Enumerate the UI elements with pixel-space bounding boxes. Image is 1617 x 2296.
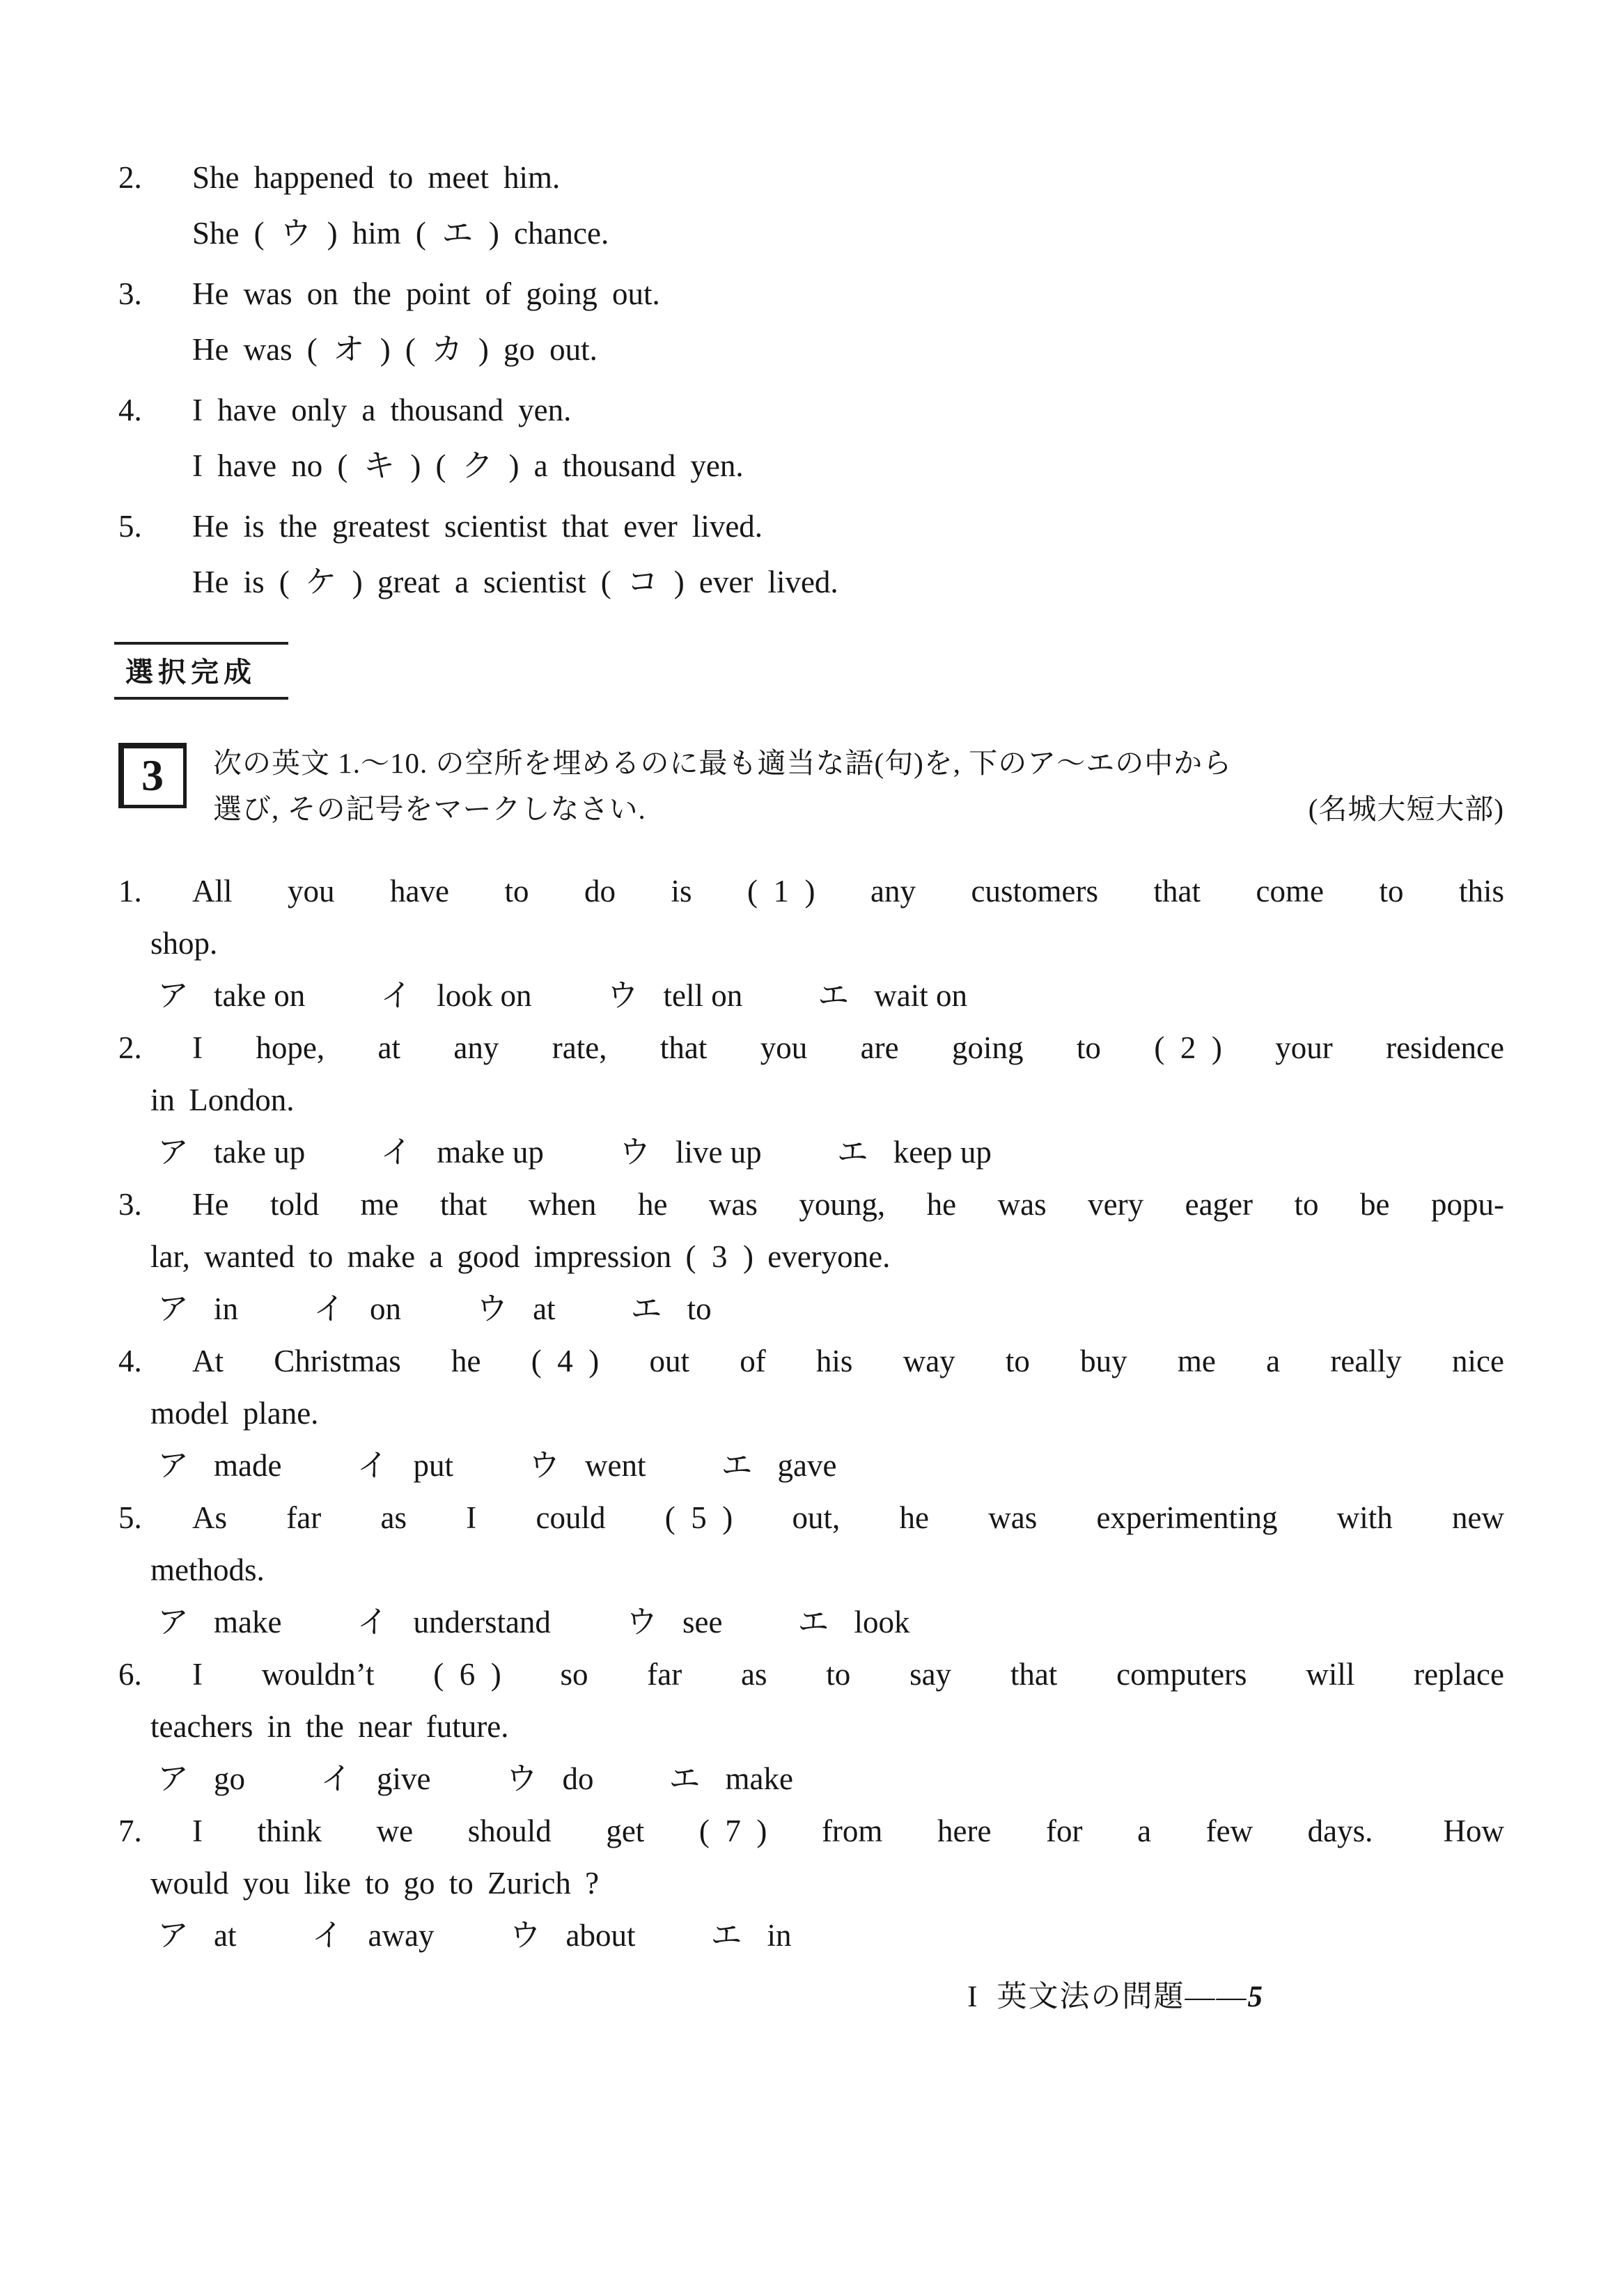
choices-row bbox=[118, 970, 1504, 1022]
page-footer bbox=[118, 1973, 1504, 2015]
choice-label: エ bbox=[818, 978, 850, 1013]
question-number: 5. bbox=[118, 1500, 142, 1535]
choice-e bbox=[721, 1440, 837, 1492]
rewrite-section bbox=[118, 150, 1504, 610]
choice-label: イ bbox=[357, 1605, 389, 1640]
question-line1: I think we should get ( 7 ) from here for a few days. How bbox=[192, 1814, 1504, 1848]
choice-text: put bbox=[413, 1448, 453, 1483]
choice-label: ウ bbox=[509, 1918, 541, 1953]
rewrite-item bbox=[118, 498, 1504, 610]
question-number: 2. bbox=[118, 1030, 142, 1065]
problem-instruction bbox=[213, 740, 1504, 832]
choice-text: on bbox=[370, 1291, 402, 1326]
question-line2: shop. bbox=[150, 926, 218, 961]
choice-text: go bbox=[214, 1761, 246, 1796]
choice-u bbox=[476, 1283, 556, 1335]
choice-text: about bbox=[565, 1918, 636, 1953]
choice-text: take on bbox=[214, 978, 306, 1013]
choices-row bbox=[118, 1440, 1504, 1492]
choice-text: see bbox=[682, 1605, 723, 1640]
choice-label: エ bbox=[836, 1135, 868, 1170]
choice-label: ア bbox=[157, 1448, 189, 1483]
question-line2: teachers in the near future. bbox=[150, 1709, 509, 1744]
choice-text: keep up bbox=[893, 1135, 992, 1170]
choice-text: understand bbox=[413, 1605, 551, 1640]
choice-text: look on bbox=[437, 978, 532, 1013]
question bbox=[118, 865, 1504, 1022]
question bbox=[118, 1335, 1504, 1492]
question-line2: in London. bbox=[150, 1083, 295, 1117]
choice-label: イ bbox=[380, 978, 412, 1013]
rewrite-sentence: She ( ウ ) him ( エ ) chance. bbox=[192, 216, 609, 251]
choice-label: ア bbox=[157, 1761, 189, 1796]
problem-header bbox=[118, 740, 1504, 832]
footer-page-number: 5 bbox=[1247, 1981, 1264, 2013]
original-sentence: She happened to meet him. bbox=[192, 160, 561, 195]
choice-label: エ bbox=[721, 1448, 753, 1483]
choice-a bbox=[157, 1753, 245, 1805]
rewrite-sentence: He was ( オ ) ( カ ) go out. bbox=[192, 332, 597, 367]
choice-u bbox=[506, 1753, 594, 1805]
item-number: 5. bbox=[118, 509, 142, 544]
question-number: 1. bbox=[118, 874, 142, 909]
question-line2: model plane. bbox=[150, 1396, 319, 1431]
choice-e bbox=[631, 1283, 712, 1335]
choice-e bbox=[837, 1126, 992, 1179]
source-school: (名城大短大部) bbox=[1308, 793, 1504, 825]
choice-label: エ bbox=[710, 1918, 742, 1953]
choice-e bbox=[710, 1910, 791, 1962]
question-line2: lar, wanted to make a good impression ( 3 ) everyone. bbox=[150, 1239, 891, 1274]
problem-number: 3 bbox=[141, 750, 164, 800]
rewrite-item bbox=[118, 150, 1504, 261]
choice-label: イ bbox=[380, 1135, 412, 1170]
choice-text: give bbox=[377, 1761, 431, 1796]
choice-label: ウ bbox=[607, 978, 639, 1013]
choice-text: at bbox=[533, 1291, 556, 1326]
choice-label: ア bbox=[157, 1291, 189, 1326]
question-line1: I wouldn’t ( 6 ) so far as to say that computers will replace bbox=[192, 1657, 1504, 1692]
question-line1: At Christmas he ( 4 ) out of his way to buy me a really nice bbox=[192, 1344, 1504, 1378]
choices-row bbox=[118, 1126, 1504, 1179]
question bbox=[118, 1179, 1504, 1335]
rewrite-item bbox=[118, 382, 1504, 494]
choice-i bbox=[357, 1440, 453, 1492]
choice-text: in bbox=[767, 1918, 792, 1953]
choice-label: ア bbox=[157, 1135, 189, 1170]
choices-row bbox=[118, 1910, 1504, 1962]
choice-label: イ bbox=[320, 1761, 352, 1796]
choice-e bbox=[669, 1753, 793, 1805]
choice-u bbox=[607, 970, 743, 1022]
choice-text: at bbox=[214, 1918, 237, 1953]
choice-u bbox=[509, 1910, 635, 1962]
footer-chapter: I bbox=[967, 1981, 979, 2013]
choice-i bbox=[313, 1283, 401, 1335]
question-line2: methods. bbox=[150, 1552, 265, 1587]
choices-row bbox=[118, 1596, 1504, 1649]
original-sentence: I have only a thousand yen. bbox=[192, 393, 572, 427]
item-number: 4. bbox=[118, 393, 142, 427]
choice-label: イ bbox=[313, 1291, 345, 1326]
question bbox=[118, 1022, 1504, 1179]
choice-label: ア bbox=[157, 1918, 189, 1953]
choice-label: ウ bbox=[476, 1291, 508, 1326]
choice-label: ウ bbox=[529, 1448, 561, 1483]
choice-text: tell on bbox=[663, 978, 743, 1013]
footer-dash: —— bbox=[1185, 1981, 1248, 2013]
choice-text: away bbox=[368, 1918, 435, 1953]
choice-text: make bbox=[725, 1761, 793, 1796]
instruction-line2: 選び, その記号をマークしなさい. bbox=[213, 793, 646, 825]
choice-text: live up bbox=[675, 1135, 762, 1170]
choice-text: make up bbox=[437, 1135, 544, 1170]
choice-label: ア bbox=[157, 978, 189, 1013]
choice-text: wait on bbox=[874, 978, 967, 1013]
choice-a bbox=[157, 970, 305, 1022]
choice-a bbox=[157, 1126, 305, 1179]
rewrite-sentence: I have no ( キ ) ( ク ) a thousand yen. bbox=[192, 448, 744, 483]
choice-i bbox=[312, 1910, 435, 1962]
question bbox=[118, 1805, 1504, 1962]
footer-title: 英文法の問題 bbox=[997, 1981, 1185, 2013]
original-sentence: He is the greatest scientist that ever lived. bbox=[192, 509, 763, 544]
problem-number-box bbox=[118, 743, 187, 808]
choice-label: エ bbox=[630, 1291, 662, 1326]
question bbox=[118, 1649, 1504, 1805]
item-number: 2. bbox=[118, 160, 142, 195]
question-number: 7. bbox=[118, 1814, 142, 1848]
instruction-line1: 次の英文 1.～10. の空所を埋めるのに最も適当な語(句)を, 下のア～エの中から bbox=[213, 747, 1233, 779]
choice-text: went bbox=[585, 1448, 646, 1483]
choice-text: do bbox=[562, 1761, 594, 1796]
choice-label: エ bbox=[669, 1761, 701, 1796]
choice-i bbox=[357, 1596, 550, 1649]
choice-a bbox=[157, 1910, 237, 1962]
choice-e bbox=[818, 970, 967, 1022]
choice-label: ア bbox=[157, 1605, 189, 1640]
section-label-wrap bbox=[114, 642, 1504, 700]
question-number: 3. bbox=[118, 1187, 142, 1222]
choice-text: to bbox=[687, 1291, 712, 1326]
question-line2: would you like to go to Zurich ? bbox=[150, 1866, 600, 1901]
choice-text: make bbox=[214, 1605, 282, 1640]
choice-i bbox=[380, 1126, 544, 1179]
section-label: 選択完成 bbox=[114, 642, 288, 700]
choice-text: look bbox=[854, 1605, 910, 1640]
choice-label: ウ bbox=[625, 1605, 657, 1640]
original-sentence: He was on the point of going out. bbox=[192, 276, 660, 311]
choice-label: ウ bbox=[618, 1135, 650, 1170]
questions-section bbox=[118, 865, 1504, 1962]
question bbox=[118, 1492, 1504, 1649]
choice-label: ウ bbox=[506, 1761, 538, 1796]
choice-text: made bbox=[214, 1448, 282, 1483]
choice-u bbox=[529, 1440, 646, 1492]
choice-a bbox=[157, 1440, 281, 1492]
choice-a bbox=[157, 1283, 238, 1335]
item-number: 3. bbox=[118, 276, 142, 311]
choice-i bbox=[380, 970, 531, 1022]
choice-label: イ bbox=[311, 1918, 343, 1953]
rewrite-item bbox=[118, 266, 1504, 377]
question-line1: All you have to do is ( 1 ) any customers that come to this bbox=[192, 874, 1504, 909]
choice-text: in bbox=[214, 1291, 239, 1326]
choice-text: gave bbox=[777, 1448, 837, 1483]
choices-row bbox=[118, 1283, 1504, 1335]
choice-label: エ bbox=[797, 1605, 829, 1640]
choice-text: take up bbox=[214, 1135, 306, 1170]
question-line1: He told me that when he was young, he was very eager to be popu- bbox=[192, 1187, 1504, 1222]
question-line1: As far as I could ( 5 ) out, he was experimenting with new bbox=[192, 1500, 1504, 1535]
choice-e bbox=[797, 1596, 909, 1649]
question-line1: I hope, at any rate, that you are going to ( 2 ) your residence bbox=[192, 1030, 1504, 1065]
choice-a bbox=[157, 1596, 281, 1649]
question-number: 6. bbox=[118, 1657, 142, 1692]
choice-label: イ bbox=[357, 1448, 389, 1483]
choice-i bbox=[320, 1753, 431, 1805]
choice-u bbox=[619, 1126, 762, 1179]
choices-row bbox=[118, 1753, 1504, 1805]
question-number: 4. bbox=[118, 1344, 142, 1378]
rewrite-sentence: He is ( ケ ) great a scientist ( コ ) ever lived. bbox=[192, 565, 838, 599]
choice-u bbox=[626, 1596, 722, 1649]
